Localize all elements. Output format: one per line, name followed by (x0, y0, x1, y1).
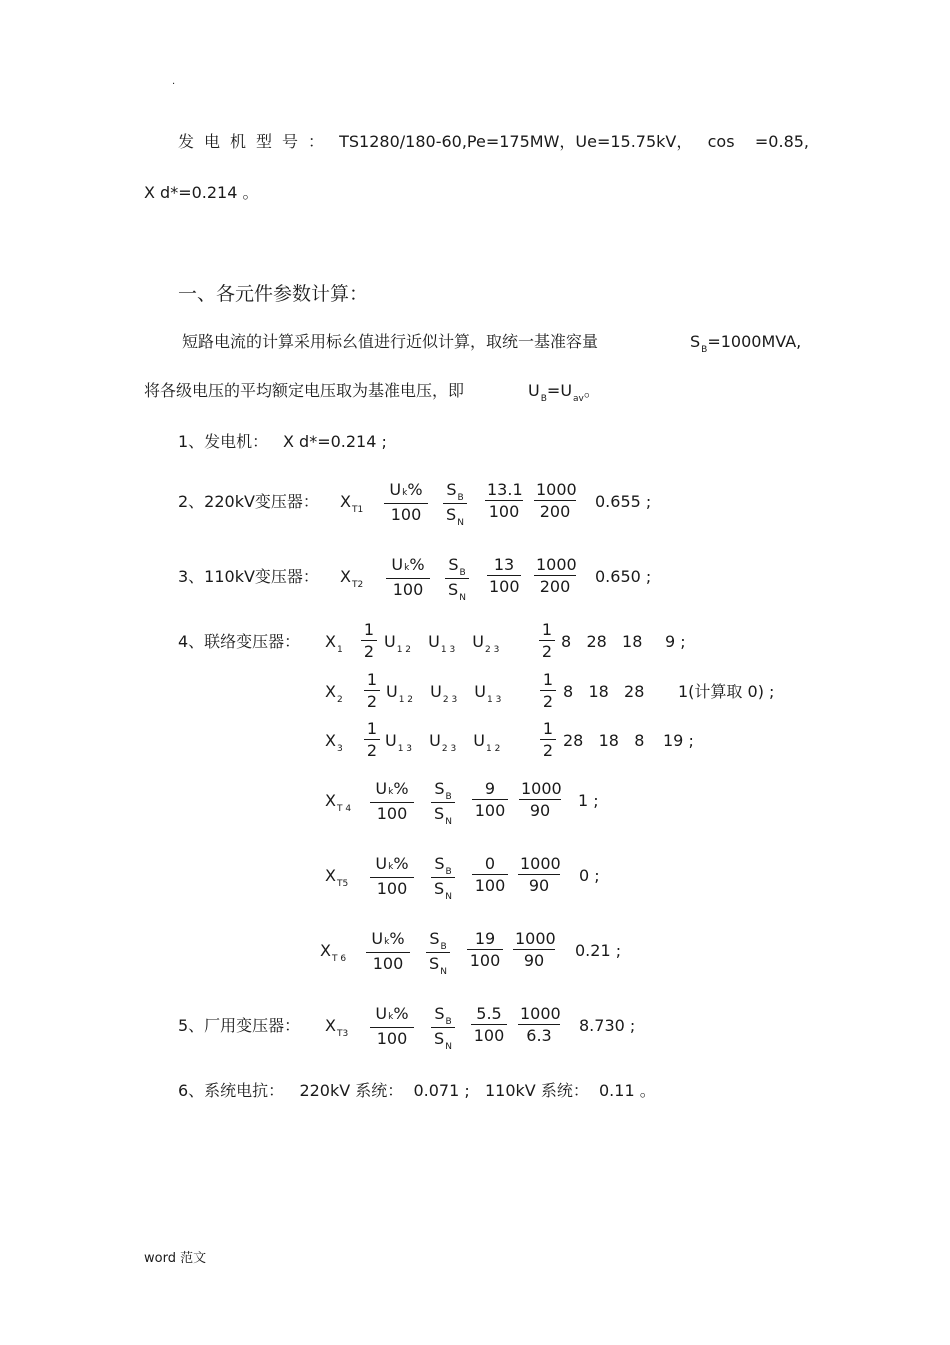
x2-symbol: $X_2$ (325, 682, 343, 705)
item-5-frac-sb: $\frac{S_B}{S_N}$ (431, 1004, 455, 1053)
item-3-frac-uk: $\frac{Uk\%}{100}$ (386, 555, 430, 601)
xt6-symbol: $X_{T 6}$ (320, 941, 347, 964)
sb-symbol: S (690, 332, 701, 351)
item-5-frac-cap: $\frac{1000}{6.3}$ (520, 1004, 561, 1045)
x2-terms: $U_{1 2}$ $U_{2 3}$ $U_{1 3}$ (386, 682, 502, 705)
item-3-x: $X_{T2}$ (340, 567, 364, 590)
item-5-frac-uk: $\frac{Uk\%}{100}$ (370, 1004, 414, 1050)
x2-result: 1(计算取 0) ; (678, 682, 775, 701)
x3-result: 19 ; (663, 731, 694, 750)
xt6-frac-cap: $\frac{1000}{90}$ (515, 929, 556, 970)
base-capacity (690, 332, 801, 355)
x3-half-2: $\frac{1}{2}$ (540, 719, 556, 762)
item-4-label: 4、联络变压器： (178, 632, 301, 651)
base-voltage (528, 381, 600, 404)
x3-terms: $U_{1 3}$ $U_{2 3}$ $U_{1 2}$ (385, 731, 501, 754)
x2-half: $\frac{1}{2}$ (364, 670, 380, 713)
item-5-x: $X_{T3}$ (325, 1016, 349, 1039)
item-3-frac-sb: $\frac{S_B}{S_N}$ (445, 555, 469, 604)
item-6-system-reactance: 6、系统电抗： 220kV 系统： 0.071 ; 110kV 系统： 0.11 。 (178, 1081, 656, 1100)
x3-half: $\frac{1}{2}$ (364, 719, 380, 762)
item-1-label: 1、发电机： (178, 432, 269, 451)
item-1-value: X d*=0.214 ; (283, 432, 387, 451)
x1-values: 8 28 18 (561, 632, 643, 651)
generator-xd-line: X d*=0.214 。 (144, 183, 259, 202)
item-2-x: $X_{T1}$ (340, 492, 364, 515)
uav-subscript: av (573, 394, 584, 404)
xt4-frac-uk: $\frac{Uk\%}{100}$ (370, 779, 414, 825)
footer-text: word 范文 (144, 1251, 207, 1266)
xt6-frac-uk: $\frac{Uk\%}{100}$ (366, 929, 410, 975)
xt5-frac-sb: $\frac{S_B}{S_N}$ (431, 854, 455, 903)
header-mark: . (172, 76, 176, 87)
x3-values: 28 18 8 (563, 731, 645, 750)
xt4-symbol: $X_{T 4}$ (325, 791, 352, 814)
xt4-frac-sb: $\frac{S_B}{S_N}$ (431, 779, 455, 828)
xt6-result: 0.21 ; (575, 941, 622, 960)
xt4-result: 1 ; (578, 791, 599, 810)
x3-symbol: $X_3$ (325, 731, 343, 754)
item-5-frac-num: $\frac{5.5}{100}$ (471, 1004, 507, 1047)
item-3-result: 0.650 ; (595, 567, 652, 586)
xt5-result: 0 ; (579, 866, 600, 885)
item-3-frac-num: $\frac{13}{100}$ (489, 555, 520, 596)
section-title: 一、各元件参数计算： (178, 283, 369, 305)
x1-symbol: $X_1$ (325, 632, 343, 655)
xt5-frac-uk: $\frac{Uk\%}{100}$ (370, 854, 414, 900)
x1-terms: $U_{1 2}$ $U_{1 3}$ $U_{2 3}$ (384, 632, 500, 655)
item-2-label: 2、220kV变压器： (178, 492, 319, 511)
item-5-result: 8.730 ; (579, 1016, 636, 1035)
ub-symbol: U (528, 381, 540, 400)
item-3-label: 3、110kV变压器： (178, 567, 319, 586)
item-3-frac-cap: $\frac{1000}{200}$ (536, 555, 577, 596)
item-2-frac-cap: $\frac{1000}{200}$ (536, 480, 577, 521)
sb-subscript: B (701, 345, 708, 355)
ub-equals: =U (546, 381, 573, 400)
x2-half-2: $\frac{1}{2}$ (540, 670, 556, 713)
item-2-frac-num: $\frac{13.1}{100}$ (487, 480, 523, 521)
xt4-frac-num: $\frac{9}{100}$ (472, 779, 508, 822)
generator-model-line (178, 132, 809, 152)
item-5-label: 5、厂用变压器： (178, 1016, 301, 1035)
intro-line-2: 将各级电压的平均额定电压取为基准电压，即 (144, 381, 465, 400)
generator-model-values: TS1280/180-60,Pe=175MW，Ue=15.75kV， cos =0.85, (339, 132, 810, 151)
sb-value: =1000MVA, (707, 332, 802, 351)
x1-half: $\frac{1}{2}$ (361, 620, 377, 663)
x1-result: 9 ; (665, 632, 686, 651)
ub-end: 。 (583, 381, 600, 400)
x1-half-2: $\frac{1}{2}$ (539, 620, 555, 663)
xt5-symbol: $X_{T5}$ (325, 866, 349, 889)
ub-subscript: B (540, 394, 547, 404)
xt6-frac-sb: $\frac{S_B}{S_N}$ (426, 929, 450, 978)
intro-line-1: 短路电流的计算采用标幺值进行近似计算，取统一基准容量 (182, 332, 599, 351)
item-2-frac-uk: $\frac{Uk\%}{100}$ (384, 480, 428, 526)
generator-model-label: 发电机型号： (178, 132, 335, 151)
xt5-frac-num: $\frac{0}{100}$ (472, 854, 508, 897)
xt4-frac-cap: $\frac{1000}{90}$ (521, 779, 562, 820)
item-2-result: 0.655 ; (595, 492, 652, 511)
item-2-frac-sb: $\frac{S_B}{S_N}$ (443, 480, 467, 529)
xt6-frac-num: $\frac{19}{100}$ (467, 929, 503, 972)
x2-values: 8 18 28 (563, 682, 645, 701)
xt5-frac-cap: $\frac{1000}{90}$ (520, 854, 561, 895)
